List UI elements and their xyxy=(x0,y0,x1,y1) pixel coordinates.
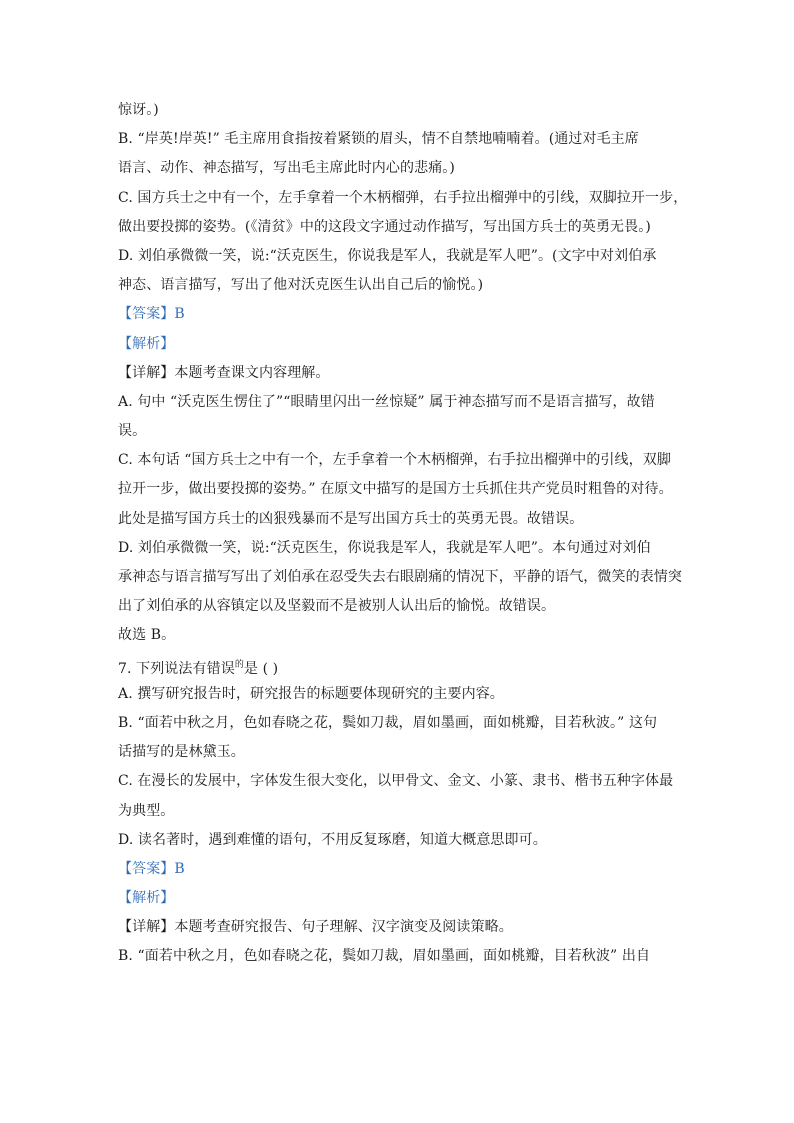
analysis-label: 【解析】 xyxy=(118,890,175,907)
text-line: 拉开一步，做出要投掷的姿势。” 在原文中描写的是国方士兵抓住共产党员时粗鲁的对待。 xyxy=(118,481,673,498)
question-7-tail: 是 ( ) xyxy=(243,660,279,677)
text-line: 承神态与语言描写写出了刘伯承在忍受失去右眼剧痛的情况下，平静的语气，微笑的表情突 xyxy=(118,569,682,585)
text-line: 话描写的是林黛玉。 xyxy=(118,744,245,761)
text-line: 【详解】本题考查课文内容理解。 xyxy=(118,364,330,381)
text-line: C. 国方兵士之中有一个，左手拿着一个木柄榴弹，右手拉出榴弹中的引线，双脚拉开一步， xyxy=(118,189,688,206)
analysis-label: 【解析】 xyxy=(118,335,175,352)
text-line: B. “面若中秋之月，色如春晓之花，鬓如刀裁，眉如墨画，面如桃瓣，目若秋波。” 这句 xyxy=(118,714,658,731)
text-line: C. 本句话 “国方兵士之中有一个，左手拿着一个木柄榴弹，右手拉出榴弹中的引线，双脚 xyxy=(118,452,671,469)
answer-label: 【答案】B xyxy=(118,860,185,877)
document-body xyxy=(118,96,688,972)
text-line: D. 刘伯承微微一笑，说:“沃克医生，你说我是军人，我就是军人吧”。本句通过对刘伯 xyxy=(118,539,651,556)
text-line: 误。 xyxy=(118,423,147,440)
text-line: A. 句中 “沃克医生愣住了”“眼睛里闪出一丝惊疑” 属于神态描写而不是语言描写，故错 xyxy=(118,393,655,410)
question-7-stem: 7. 下列说法有错误 xyxy=(118,660,235,677)
text-line: C. 在漫长的发展中，字体发生很大变化，以甲骨文、金文、小篆、隶书、楷书五种字体最 xyxy=(118,773,674,790)
text-line: B. “岸英!岸英!” 毛主席用食指按着紧锁的眉头，情不自禁地喃喃着。(通过对毛主席 xyxy=(118,131,639,148)
question-7-superscript: 的 xyxy=(234,659,244,670)
text-line: 故选 B。 xyxy=(118,627,176,644)
text-line: 此处是描写国方兵士的凶狠残暴而不是写出国方兵士的英勇无畏。故错误。 xyxy=(118,510,584,527)
text-line: D. 读名著时，遇到难懂的语句，不用反复琢磨，知道大概意思即可。 xyxy=(118,831,547,848)
text-line: 神态、语言描写，写出了他对沃克医生认出自己后的愉悦。) xyxy=(118,277,484,294)
text-line: B. “面若中秋之月，色如春晓之花，鬓如刀裁，眉如墨画，面如桃瓣，目若秋波” 出自 xyxy=(118,948,651,965)
text-line: D. 刘伯承微微一笑，说:“沃克医生，你说我是军人，我就是军人吧”。(文字中对刘伯承 xyxy=(118,247,657,264)
question-7 xyxy=(118,651,678,680)
text-line: 出了刘伯承的从容镇定以及坚毅而不是被别人认出后的愉悦。故错误。 xyxy=(118,598,556,615)
text-line: 语言、动作、神态描写，写出毛主席此时内心的悲痛。) xyxy=(118,160,455,177)
text-line: 惊讶。) xyxy=(118,102,159,118)
text-line: 做出要投掷的姿势。(《清贫》中的这段文字通过动作描写，写出国方兵士的英勇无畏。) xyxy=(118,218,651,235)
text-line: 为典型。 xyxy=(118,802,175,819)
text-line: A. 撰写研究报告时，研究报告的标题要体现研究的主要内容。 xyxy=(118,685,504,702)
text-line: 【详解】本题考查研究报告、句子理解、汉字演变及阅读策略。 xyxy=(118,919,513,936)
answer-label: 【答案】B xyxy=(118,306,185,323)
